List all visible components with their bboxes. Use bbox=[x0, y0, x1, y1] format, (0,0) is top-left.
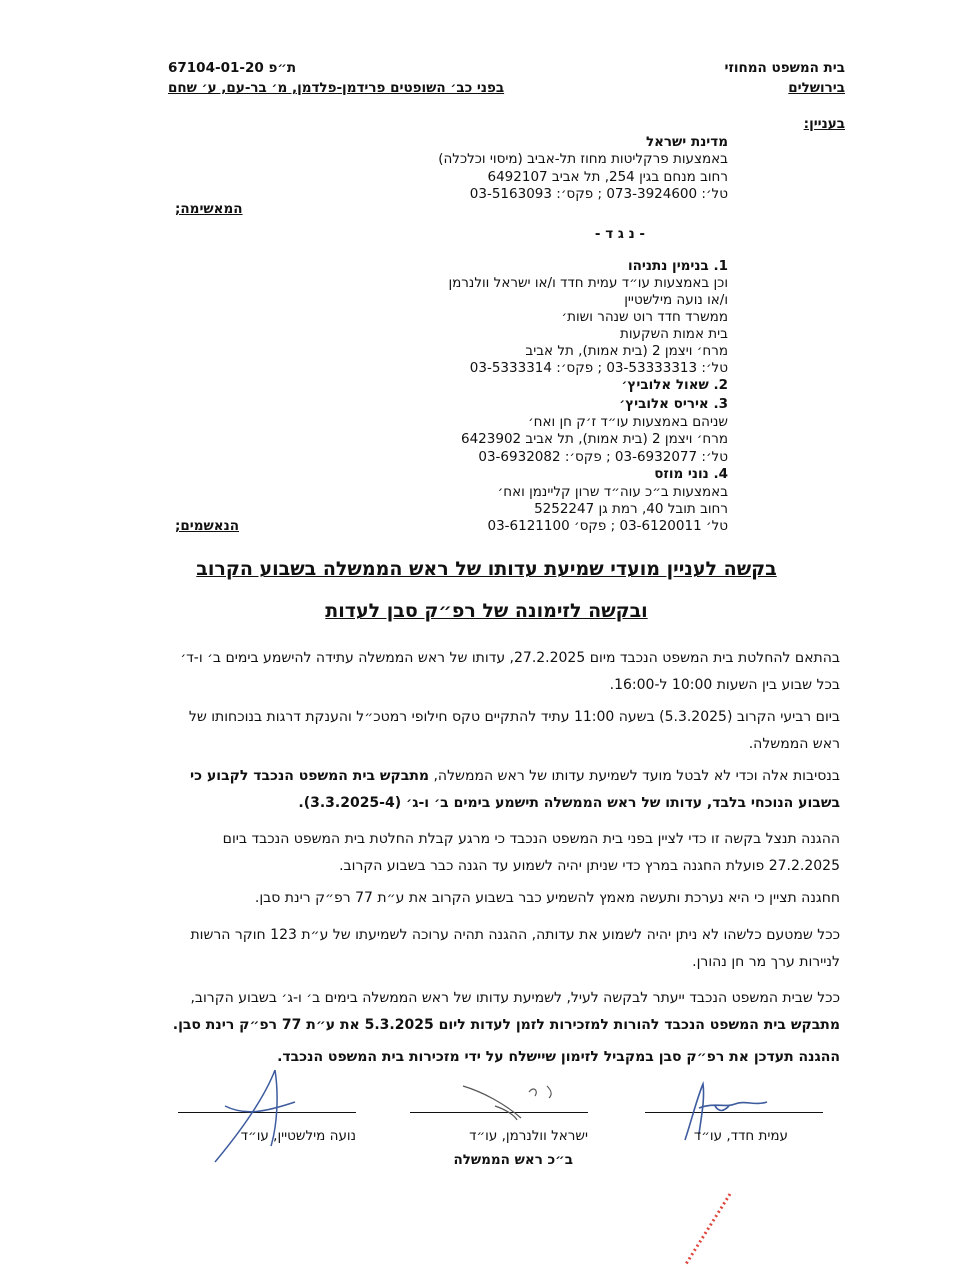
handwritten-signature bbox=[205, 1066, 305, 1166]
defendant-line: רחוב תובל 40, רמת גן 5252247 bbox=[534, 501, 728, 517]
defendant-line: טל׳ 03-6120011 ; פקס׳ 03-6121100 bbox=[487, 518, 728, 534]
paragraph-line bbox=[130, 672, 840, 699]
body-paragraph bbox=[130, 826, 840, 880]
case-number: ת״פ 67104-01-20 bbox=[168, 60, 297, 76]
court-city: בירושלים bbox=[788, 80, 845, 96]
defendant-name: 2. שאול אלוביץ׳ bbox=[621, 377, 728, 393]
text-run: 27.2.2025 פועלת החגנה במרץ כדי שניתן יהיה לשמוע עד הגנה כבר בשבוע הקרוב. bbox=[339, 858, 840, 874]
request-title: בקשה לעניין מועדי שמיעת עדותו של ראש הממשלה בשבוע הקרוב bbox=[196, 558, 777, 580]
defendant-line: טל׳: 03-6932077 ; פקס׳: 03-6932082 bbox=[478, 449, 728, 465]
text-run: מתבקש בית המשפט הנכבד להורות למזכירות לזמן לעדות ליום 5.3.2025 את ע״ת 77 רפ״ק רינת סבן. bbox=[172, 1017, 840, 1033]
text-run: חחגנה תציין כי היא נערכת ותעשה מאמץ להשמיע כבר בשבוע הקרוב את ע״ת 77 רפ״ק רינת סבן. bbox=[254, 890, 840, 906]
body-paragraph bbox=[130, 763, 840, 817]
defendant-name: 1. בנימין נתניהו bbox=[628, 258, 728, 274]
body-paragraph bbox=[130, 704, 840, 758]
paragraph-line bbox=[130, 790, 840, 817]
prosecution-line: טל׳: 073-3924600 ; פקס׳: 03-5163093 bbox=[469, 186, 728, 202]
court-name: בית המשפט המחוזי bbox=[724, 60, 845, 76]
signatory-name: נועה מילשטיין, עו״ד bbox=[240, 1128, 356, 1144]
handwritten-signature bbox=[455, 1080, 575, 1130]
defendant-line: בית אמות השקעות bbox=[620, 326, 728, 342]
matter-label: בעניין: bbox=[803, 116, 845, 132]
paragraph-line bbox=[130, 949, 840, 976]
defendant-line: וכן באמצעות עו״ד עמית חדד ו/או ישראל וולנרמן bbox=[448, 275, 728, 291]
text-run: ככל שבית המשפט הנכבד ייעתר לבקשה לעיל, לשמיעת עדותו של ראש הממשלה בימים ב׳ ו-ג׳ בשבוע הקרוב, bbox=[190, 990, 840, 1006]
versus: - נ ג ד - bbox=[594, 226, 645, 242]
text-run: בהתאם להחלטת בית המשפט הנכבד מיום 27.2.2025, עדותו של ראש הממשלה עתידה להישמע בימים ב׳ ו-ד׳ bbox=[180, 650, 840, 666]
paragraph-line bbox=[130, 853, 840, 880]
signatory-name: ישראל וולנרמן, עו״ד bbox=[469, 1128, 588, 1144]
defendant-line: ו/או נועה מילשטיין bbox=[624, 292, 728, 308]
page-edge-mark bbox=[680, 1190, 740, 1270]
counsel-for-label: ב״כ ראש הממשלה bbox=[453, 1152, 573, 1168]
defendant-line: באמצעות ב״כ עוה״ד שרון קליינמן ואח׳ bbox=[497, 484, 728, 500]
defendant-name: 4. נוני מוזס bbox=[654, 466, 728, 482]
paragraph-line bbox=[130, 922, 840, 949]
text-run: ההגנה תנצל בקשה זו כדי לציין בפני בית המשפט הנכבד כי מרגע קבלת החלטת בית המשפט הנכבד ביום bbox=[222, 831, 840, 847]
text-run: בנסיבות אלה וכדי לא לבטל מועד לשמיעת עדותו של ראש הממשלה, bbox=[429, 768, 840, 784]
prosecution-line: רחוב מנחם בגין 254, תל אביב 6492107 bbox=[487, 169, 728, 185]
judges-panel: בפני כב׳ השופטים פרידמן-פלדמן, מ׳ בר-עם, ע׳ שחם bbox=[168, 80, 505, 96]
text-run: ביום רביעי הקרוב (5.3.2025) בשעה 11:00 עתיד להתקיים טקס חילופי רמטכ״ל והענקת דרגות בנוכחותו של bbox=[188, 709, 840, 725]
text-run: לניירות ערך מר חן נהורן. bbox=[692, 954, 840, 970]
body-paragraph bbox=[130, 922, 840, 976]
text-run: בכל שבוע בין השעות 10:00 ל-16:00. bbox=[609, 677, 840, 693]
defendant-line: מרח׳ ויצמן 2 (בית אמות), תל אביב bbox=[525, 343, 728, 359]
paragraph-line bbox=[130, 731, 840, 758]
body-paragraph bbox=[130, 645, 840, 699]
text-run: ראש הממשלה. bbox=[748, 736, 840, 752]
paragraph-line bbox=[130, 704, 840, 731]
text-run: מתבקש בית המשפט הנכבד לקבוע כי bbox=[190, 768, 430, 784]
text-run: בשבוע הנוכחי בלבד, עדותו של ראש הממשלה תישמע בימים ב׳ ו-ג׳ (3.3.2025-4). bbox=[298, 795, 840, 811]
prosecution-line: באמצעות פרקליטות מחוז תל-אביב (מיסוי וכלכלה) bbox=[438, 151, 728, 167]
paragraph-line bbox=[130, 763, 840, 790]
defendant-line: ממשרד חדד רוט שנהר ושות׳ bbox=[561, 309, 728, 325]
prosecution-role: המאשימה; bbox=[175, 201, 243, 217]
body-paragraph bbox=[130, 885, 840, 912]
defendant-line: מרח׳ ויצמן 2 (בית אמות), תל אביב 6423902 bbox=[461, 431, 728, 447]
text-run: ככל שמטעם כלשהו לא ניתן יהיה לשמוע את עדותה, ההגנה תהיה ערוכה לשמיעתו של ע״ת 123 חוקר הרשות bbox=[190, 927, 840, 943]
defendant-line: טל׳: 03-53333313 ; פקס׳: 03-5333314 bbox=[469, 360, 728, 376]
paragraph-line bbox=[130, 645, 840, 672]
request-subtitle: ובקשה לזימונה של רפ״ק סבן לעדות bbox=[325, 600, 648, 622]
signatory-name: עמית חדד, עו״ד bbox=[693, 1128, 788, 1144]
defendant-name: 3. איריס אלוביץ׳ bbox=[619, 396, 728, 412]
text-run: ההגנה תעדכן את רפ״ק סבן במקביל לזימון שיישלח על ידי מזכירות בית המשפט הנכבד. bbox=[277, 1049, 840, 1065]
prosecution-name: מדינת ישראל bbox=[645, 134, 728, 150]
paragraph-line bbox=[130, 885, 840, 912]
paragraph-line bbox=[130, 826, 840, 853]
paragraph-line bbox=[130, 1012, 840, 1039]
paragraph-line bbox=[130, 985, 840, 1012]
defendant-line: שניהם באמצעות עו״ד ז׳ק חן ואח׳ bbox=[528, 414, 728, 430]
defendants-role: הנאשמים; bbox=[175, 518, 239, 534]
body-paragraph bbox=[130, 985, 840, 1039]
